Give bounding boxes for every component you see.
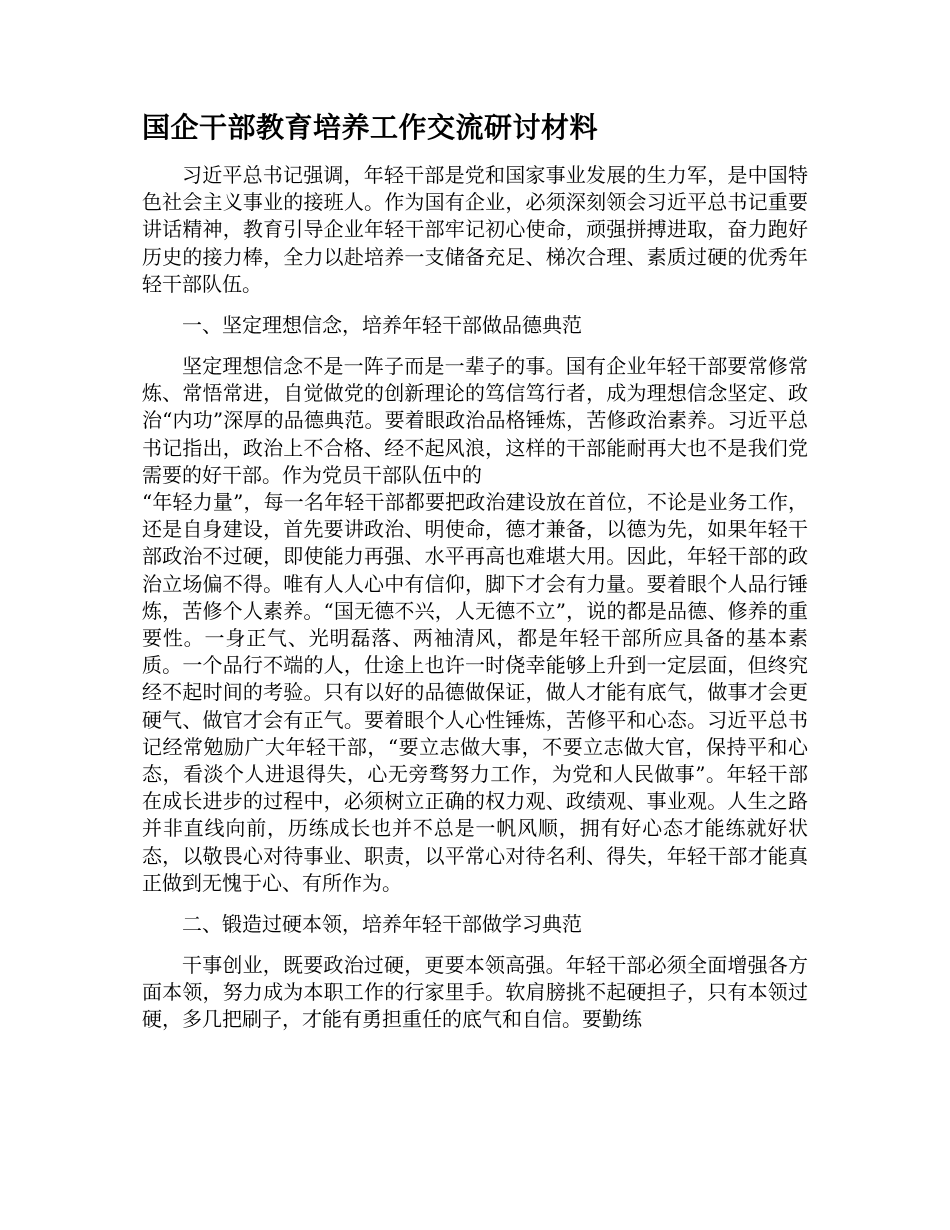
document-title: 国企干部教育培养工作交流研讨材料: [142, 111, 599, 144]
section-1-heading: 一、坚定理想信念，培养年轻干部做品德典范: [182, 313, 582, 338]
section-1-body: 坚定理想信念不是一阵子而是一辈子的事。国有企业年轻干部要常修常炼、常悟常进，自觉做党的创新理论的笃信笃行者，成为理想信念坚定、政治“内功”深厚的品德典范。要着眼政治品格锤炼，苦修政治素养。习近平总书记指出，政治上不合格、经不起风浪，这样的干部能耐再大也不是我们党需要的好干部。作为党员干部队伍中的 “年轻力量”，每一名年轻干部都要把政治建设放在首位，不论是业务工作，还是自身建设，首先要讲政治、明使命，德才兼备，以德为先，如果年轻干部政治不过硬，即使能力再强、水平再高也难堪大用。因此，年轻干部的政治立场偏不得。唯有人人心中有信仰，脚下才会有力量。要着眼个人品行锤炼，苦修个人素养。“国无德不兴，人无德不立”，说的都是品德、修养的重要性。一身正气、光明磊落、两袖清风，都是年轻干部所应具备的基本素质。一个品行不端的人，仕途上也许一时侥幸能够上升到一定层面，但终究经不起时间的考验。只有以好的品德做保证，做人才能有底气，做事才会更硬气、做官才会有正气。要着眼个人心性锤炼，苦修平和心态。习近平总书记经常勉励广大年轻干部，“要立志做大事，不要立志做大官，保持平和心态，看淡个人进退得失，心无旁骛努力工作，为党和人民做事”。年轻干部在成长进步的过程中，必须树立正确的权力观、政绩观、事业观。人生之路并非直线向前，历练成长也并不总是一帆风顺，拥有好心态才能练就好状态，以敬畏心对待事业、职责，以平常心对待名利、得失，年轻干部才能真正做到无愧于心、有所作为。: [142, 354, 808, 895]
document-body: [142, 108, 808, 1034]
intro-paragraph: 习近平总书记强调，年轻干部是党和国家事业发展的生力军，是中国特色社会主义事业的接班人。作为国有企业，必须深刻领会习近平总书记重要讲话精神，教育引导企业年轻干部牢记初心使命，顽强拼搏进取，奋力跑好历史的接力棒，全力以赴培养一支储备充足、梯次合理、素质过硬的优秀年轻干部队伍。: [142, 163, 808, 296]
section-2-heading: 二、锻造过硬本领，培养年轻干部做学习典范: [182, 912, 582, 937]
section-2-body: 干事创业，既要政治过硬，更要本领高强。年轻干部必须全面增强各方面本领，努力成为本职工作的行家里手。软肩膀挑不起硬担子，只有本领过硬，多几把刷子，才能有勇担重任的底气和自信。要勤练: [142, 953, 808, 1032]
